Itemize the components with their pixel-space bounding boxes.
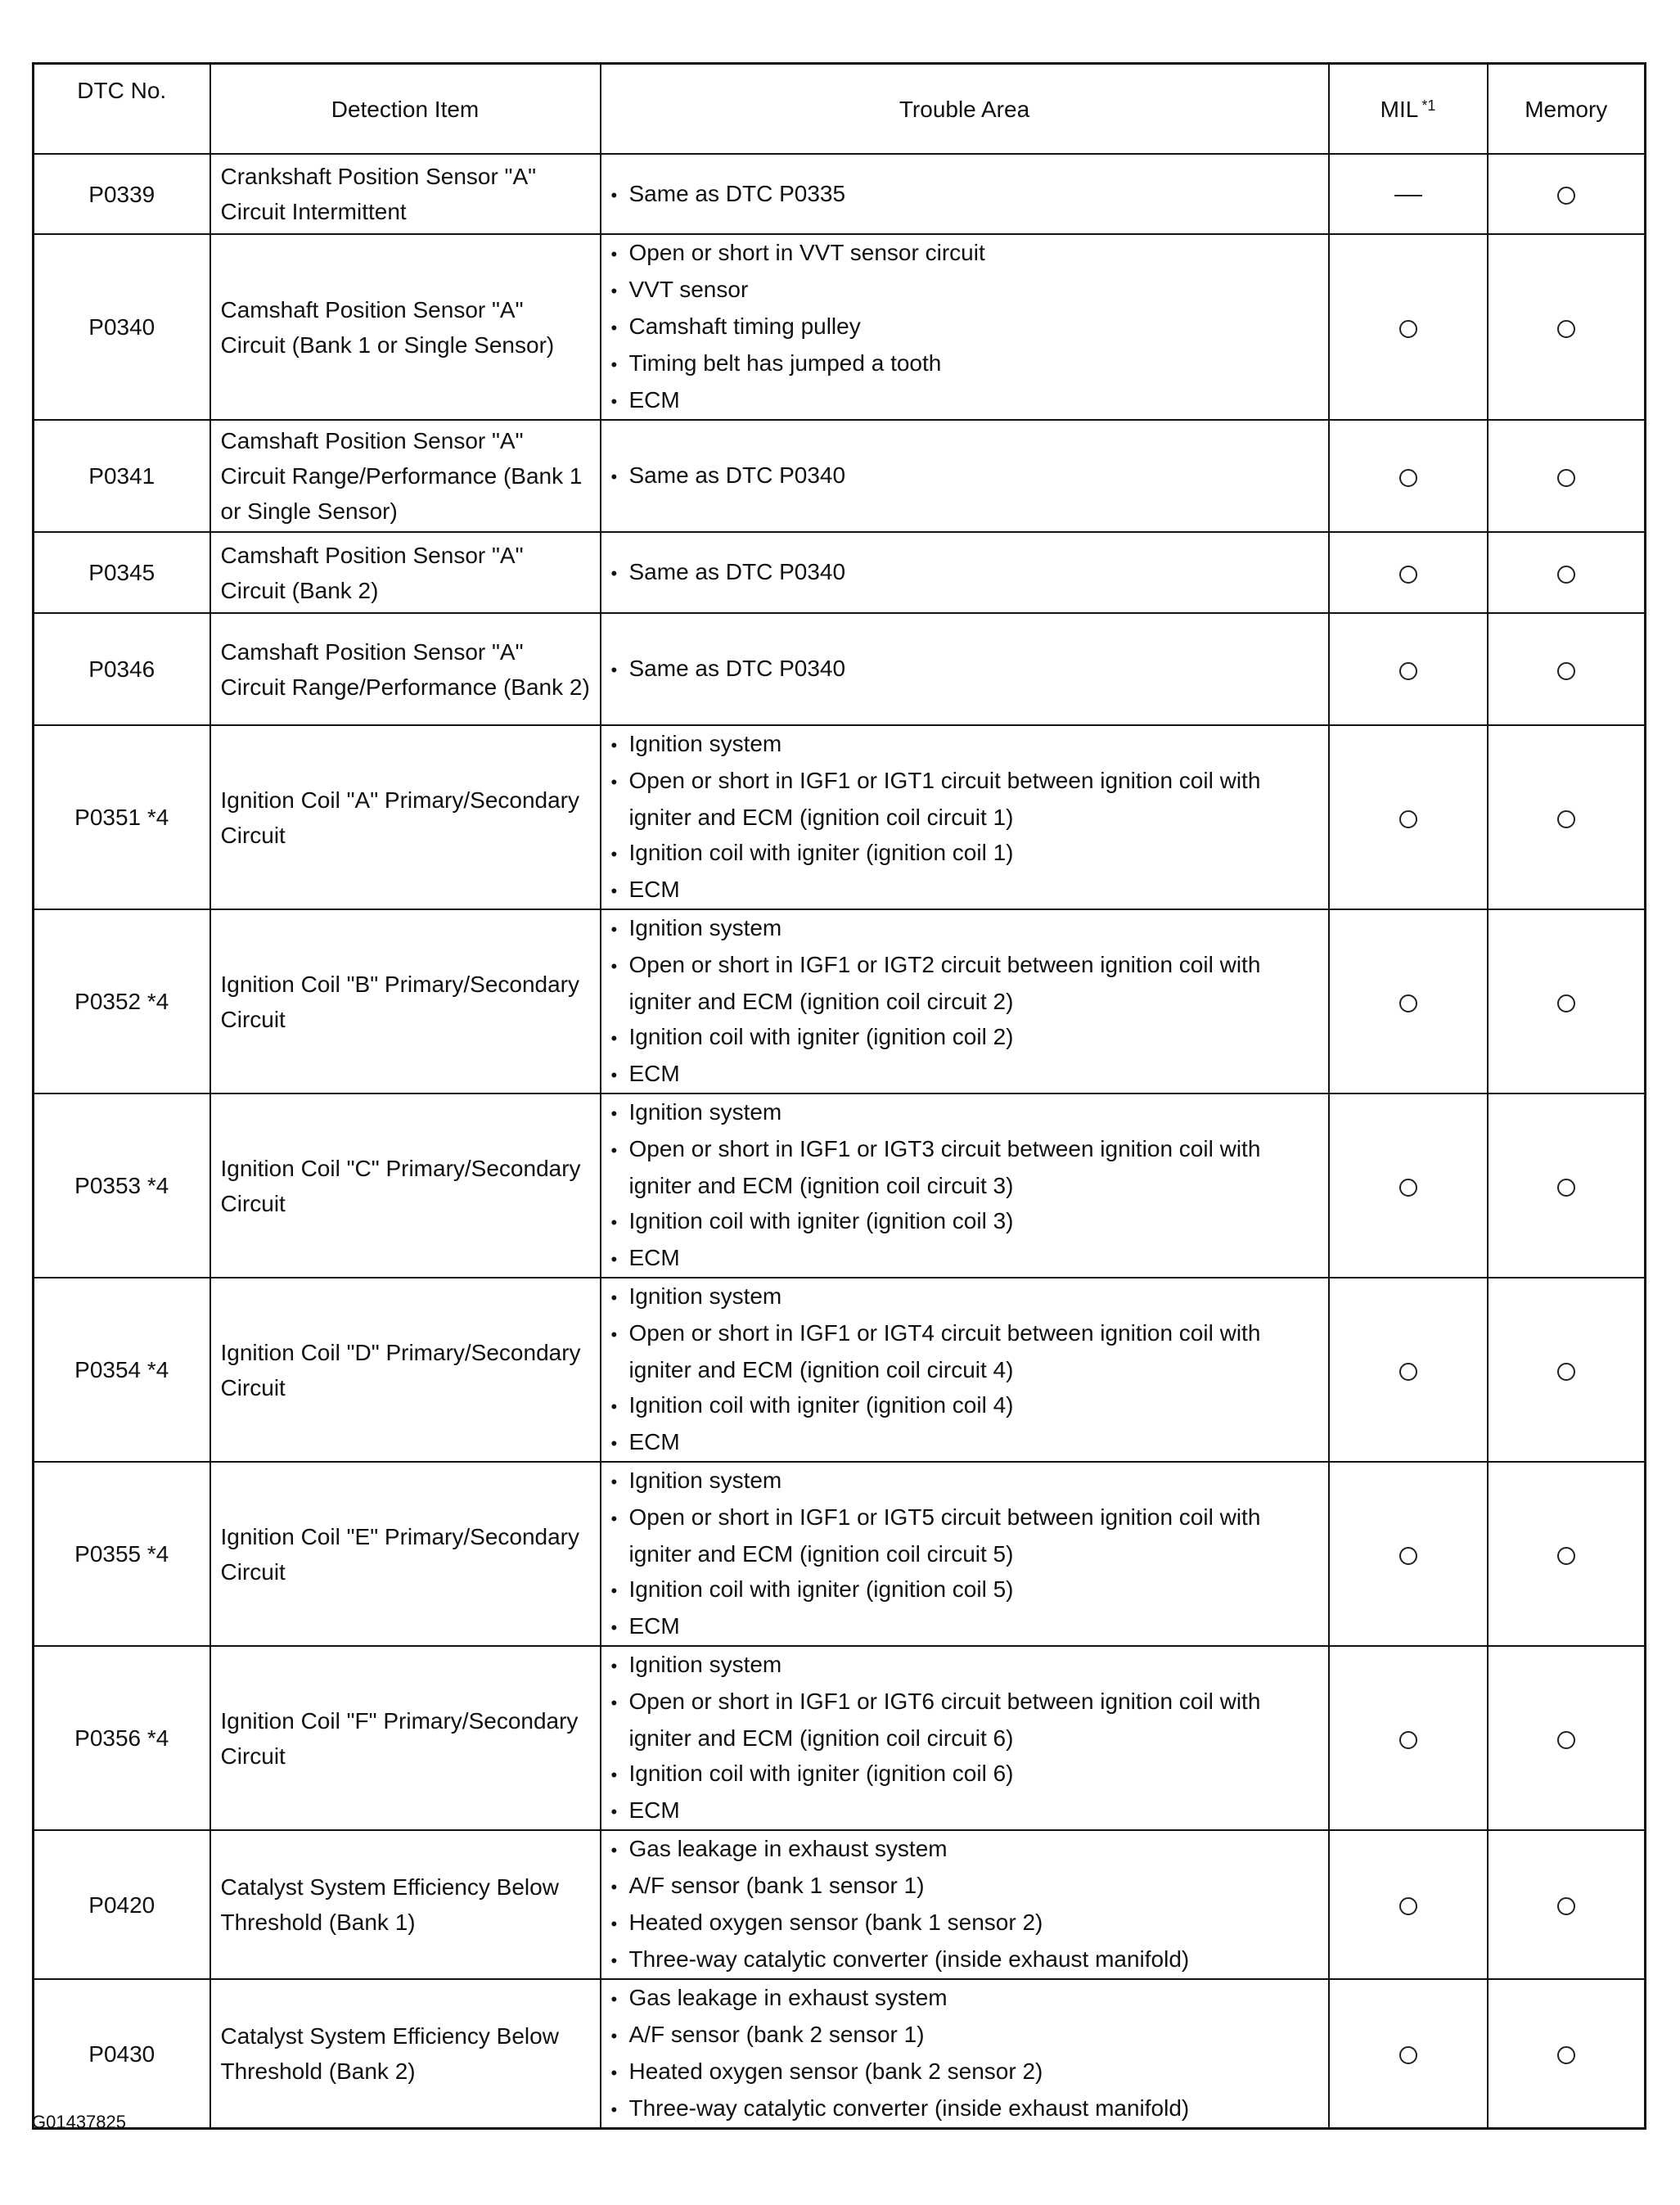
mil-circle-icon (1399, 320, 1417, 338)
dtc-code: P0341 (34, 420, 210, 532)
bullet-icon: • (610, 1580, 618, 1601)
bullet-icon: • (610, 1028, 618, 1048)
trouble-area (601, 154, 1329, 234)
dtc-code: P0352 *4 (34, 909, 210, 1093)
trouble-item (611, 382, 1322, 419)
trouble-item-text: Open or short in IGF1 or IGT5 circuit between ignition coil with igniter and ECM (ignition coil circuit 5) (628, 1504, 1261, 1567)
trouble-area (601, 532, 1329, 613)
memory-cell (1488, 1278, 1646, 1462)
memory-circle-icon (1557, 994, 1575, 1012)
bullet-icon: • (610, 1103, 618, 1124)
mil-cell (1329, 1093, 1488, 1278)
trouble-item-text: Ignition coil with igniter (ignition coil 3) (628, 1208, 1014, 1233)
memory-circle-icon (1557, 810, 1575, 828)
bullet-icon: • (610, 1065, 618, 1085)
bullet-icon: • (610, 881, 618, 901)
bullet-icon: • (610, 1950, 618, 1971)
header-mil (1329, 64, 1488, 155)
trouble-area (601, 909, 1329, 1093)
header-dtc-no: DTC No. (34, 64, 210, 155)
mil-circle-icon (1399, 2046, 1417, 2064)
dtc-code: P0420 (34, 1830, 210, 1979)
table-row (34, 1093, 1646, 1278)
header-row (34, 64, 1646, 155)
trouble-item (611, 1684, 1322, 1756)
trouble-item-text: Open or short in IGF1 or IGT1 circuit between ignition coil with igniter and ECM (ignition coil circuit 1) (628, 768, 1261, 830)
trouble-item-text: Ignition coil with igniter (ignition coil 5) (628, 1576, 1014, 1602)
trouble-item (611, 835, 1322, 872)
trouble-item-text: A/F sensor (bank 1 sensor 1) (628, 1873, 925, 1898)
trouble-item (611, 345, 1322, 382)
trouble-item-text: Ignition coil with igniter (ignition coil 2) (628, 1024, 1014, 1049)
trouble-item (611, 763, 1322, 835)
table-row (34, 1646, 1646, 1830)
trouble-area (601, 420, 1329, 532)
detection-item: Ignition Coil "D" Primary/Secondary Circuit (210, 1278, 601, 1462)
trouble-item (611, 1240, 1322, 1277)
dtc-code: P0356 *4 (34, 1646, 210, 1830)
table-row (34, 1278, 1646, 1462)
bullet-icon: • (610, 1396, 618, 1417)
header-detection-item: Detection Item (210, 64, 601, 155)
dtc-table (32, 62, 1646, 2130)
trouble-area (601, 1646, 1329, 1830)
mil-cell (1329, 1278, 1488, 1462)
mil-cell (1329, 532, 1488, 613)
trouble-item (611, 1131, 1322, 1203)
bullet-icon: • (610, 956, 618, 976)
bullet-icon: • (610, 735, 618, 755)
trouble-item (611, 2054, 1322, 2090)
trouble-item-text: Ignition system (628, 1468, 782, 1493)
trouble-item-text: ECM (628, 1245, 680, 1270)
mil-circle-icon (1399, 1363, 1417, 1381)
detection-item: Camshaft Position Sensor "A" Circuit Range/Performance (Bank 1 or Single Sensor) (210, 420, 601, 532)
trouble-item-text: Gas leakage in exhaust system (628, 1985, 948, 2010)
bullet-icon: • (610, 1508, 618, 1529)
memory-circle-icon (1557, 1897, 1575, 1915)
table-row (34, 420, 1646, 532)
memory-cell (1488, 420, 1646, 532)
trouble-area (601, 613, 1329, 725)
trouble-item-text: ECM (628, 1061, 680, 1086)
mil-circle-icon (1399, 1731, 1417, 1749)
detection-item: Ignition Coil "A" Primary/Secondary Circuit (210, 725, 601, 909)
trouble-item-text: Open or short in IGF1 or IGT4 circuit between ignition coil with igniter and ECM (ignition coil circuit 4) (628, 1320, 1261, 1382)
trouble-item (611, 1941, 1322, 1978)
header-memory: Memory (1488, 64, 1646, 155)
trouble-item-text: ECM (628, 1797, 680, 1823)
detection-item: Crankshaft Position Sensor "A" Circuit Intermittent (210, 154, 601, 234)
trouble-item-text: Ignition system (628, 1099, 782, 1125)
bullet-icon: • (610, 1324, 618, 1345)
bullet-icon: • (610, 1840, 618, 1860)
trouble-item (611, 1831, 1322, 1868)
trouble-item (611, 2017, 1322, 2054)
bullet-icon: • (610, 184, 618, 205)
trouble-item (611, 726, 1322, 763)
bullet-icon: • (610, 1877, 618, 1897)
trouble-item-text: Open or short in VVT sensor circuit (628, 240, 985, 265)
mil-cell (1329, 1646, 1488, 1830)
trouble-item (611, 1905, 1322, 1941)
trouble-item-text: Heated oxygen sensor (bank 2 sensor 2) (628, 2058, 1043, 2084)
dtc-code: P0346 (34, 613, 210, 725)
mil-cell (1329, 613, 1488, 725)
memory-cell (1488, 1093, 1646, 1278)
bullet-icon: • (610, 2063, 618, 2083)
dtc-code: P0351 *4 (34, 725, 210, 909)
bullet-icon: • (610, 772, 618, 792)
memory-circle-icon (1557, 187, 1575, 205)
trouble-item (611, 1424, 1322, 1461)
memory-cell (1488, 1462, 1646, 1646)
trouble-item (611, 1203, 1322, 1240)
trouble-item (611, 272, 1322, 309)
mil-circle-icon (1399, 1897, 1417, 1915)
trouble-item-text: Timing belt has jumped a tooth (628, 350, 942, 376)
dtc-code: P0339 (34, 154, 210, 234)
trouble-item (611, 1019, 1322, 1056)
trouble-item (611, 176, 1322, 213)
mil-dash-icon (1394, 195, 1422, 196)
trouble-item (611, 1094, 1322, 1131)
trouble-item (611, 458, 1322, 494)
trouble-area (601, 1278, 1329, 1462)
dtc-code: P0355 *4 (34, 1462, 210, 1646)
trouble-item (611, 1868, 1322, 1905)
trouble-item (611, 1463, 1322, 1499)
table-row (34, 1462, 1646, 1646)
detection-item: Catalyst System Efficiency Below Threshold (Bank 2) (210, 1979, 601, 2129)
trouble-item-text: ECM (628, 1613, 680, 1639)
memory-cell (1488, 1830, 1646, 1979)
trouble-item (611, 651, 1322, 688)
trouble-item (611, 1608, 1322, 1645)
mil-cell (1329, 1979, 1488, 2129)
detection-item: Ignition Coil "B" Primary/Secondary Circuit (210, 909, 601, 1093)
trouble-area (601, 725, 1329, 909)
mil-cell (1329, 1830, 1488, 1979)
table-row (34, 234, 1646, 420)
trouble-item (611, 1792, 1322, 1829)
trouble-item (611, 1056, 1322, 1093)
bullet-icon: • (610, 844, 618, 864)
trouble-area (601, 1462, 1329, 1646)
table-row (34, 1979, 1646, 2129)
dtc-table-body (34, 154, 1646, 2129)
trouble-area (601, 234, 1329, 420)
bullet-icon: • (610, 354, 618, 375)
trouble-item-text: Three-way catalytic converter (inside exhaust manifold) (628, 1946, 1190, 1972)
trouble-item-text: Same as DTC P0340 (628, 462, 846, 488)
memory-cell (1488, 725, 1646, 909)
bullet-icon: • (610, 660, 618, 680)
mil-cell (1329, 1462, 1488, 1646)
header-mil-label: MIL (1380, 96, 1419, 122)
bullet-icon: • (610, 563, 618, 584)
table-row (34, 909, 1646, 1093)
bullet-icon: • (610, 281, 618, 301)
trouble-item (611, 872, 1322, 909)
memory-cell (1488, 154, 1646, 234)
table-row (34, 154, 1646, 234)
trouble-area (601, 1979, 1329, 2129)
bullet-icon: • (610, 1801, 618, 1822)
memory-cell (1488, 1646, 1646, 1830)
memory-cell (1488, 532, 1646, 613)
trouble-item-text: VVT sensor (628, 277, 749, 302)
memory-circle-icon (1557, 1731, 1575, 1749)
trouble-item (611, 1647, 1322, 1684)
trouble-item (611, 1571, 1322, 1608)
trouble-item-text: Ignition system (628, 915, 782, 940)
trouble-item-text: Ignition coil with igniter (ignition coil 4) (628, 1392, 1014, 1418)
memory-cell (1488, 234, 1646, 420)
mil-circle-icon (1399, 469, 1417, 487)
trouble-item-text: Ignition system (628, 731, 782, 756)
detection-item: Camshaft Position Sensor "A" Circuit (Bank 1 or Single Sensor) (210, 234, 601, 420)
table-row (34, 613, 1646, 725)
trouble-item-text: Same as DTC P0340 (628, 559, 846, 584)
trouble-item-text: Ignition coil with igniter (ignition coil 1) (628, 840, 1014, 865)
trouble-item-text: Open or short in IGF1 or IGT2 circuit between ignition coil with igniter and ECM (ignition coil circuit 2) (628, 952, 1261, 1014)
trouble-area (601, 1093, 1329, 1278)
trouble-item-text: Camshaft timing pulley (628, 313, 861, 339)
trouble-item-text: Same as DTC P0340 (628, 656, 846, 681)
trouble-item-text: ECM (628, 387, 680, 413)
memory-circle-icon (1557, 1547, 1575, 1565)
header-mil-note: *1 (1421, 97, 1436, 114)
memory-cell (1488, 613, 1646, 725)
mil-circle-icon (1399, 662, 1417, 680)
trouble-item-text: Gas leakage in exhaust system (628, 1836, 948, 1861)
trouble-item-text: Ignition system (628, 1652, 782, 1677)
detection-item: Ignition Coil "F" Primary/Secondary Circuit (210, 1646, 601, 1830)
bullet-icon: • (610, 1212, 618, 1233)
trouble-item-text: A/F sensor (bank 2 sensor 1) (628, 2022, 925, 2047)
trouble-item (611, 235, 1322, 272)
trouble-item (611, 1387, 1322, 1424)
trouble-item-text: ECM (628, 877, 680, 902)
mil-circle-icon (1399, 810, 1417, 828)
bullet-icon: • (610, 1472, 618, 1492)
trouble-item (611, 1980, 1322, 2017)
trouble-item-text: Open or short in IGF1 or IGT6 circuit between ignition coil with igniter and ECM (ignition coil circuit 6) (628, 1689, 1261, 1751)
bullet-icon: • (610, 2026, 618, 2046)
mil-circle-icon (1399, 566, 1417, 584)
memory-circle-icon (1557, 662, 1575, 680)
bullet-icon: • (610, 1989, 618, 2009)
mil-cell (1329, 420, 1488, 532)
memory-circle-icon (1557, 566, 1575, 584)
trouble-item (611, 1315, 1322, 1387)
trouble-item-text: Same as DTC P0335 (628, 180, 846, 206)
trouble-item (611, 947, 1322, 1019)
dtc-code: P0354 *4 (34, 1278, 210, 1462)
trouble-item (611, 910, 1322, 947)
memory-cell (1488, 1979, 1646, 2129)
mil-cell (1329, 909, 1488, 1093)
mil-cell (1329, 725, 1488, 909)
trouble-item-text: Ignition system (628, 1283, 782, 1309)
detection-item: Catalyst System Efficiency Below Threshold (Bank 1) (210, 1830, 601, 1979)
trouble-item-text: Heated oxygen sensor (bank 1 sensor 2) (628, 1910, 1043, 1935)
bullet-icon: • (610, 1765, 618, 1785)
dtc-code: P0345 (34, 532, 210, 613)
memory-circle-icon (1557, 1363, 1575, 1381)
bullet-icon: • (610, 1693, 618, 1713)
bullet-icon: • (610, 1656, 618, 1676)
mil-circle-icon (1399, 1547, 1417, 1565)
bullet-icon: • (610, 1433, 618, 1454)
bullet-icon: • (610, 467, 618, 487)
memory-circle-icon (1557, 469, 1575, 487)
detection-item: Ignition Coil "E" Primary/Secondary Circuit (210, 1462, 601, 1646)
bullet-icon: • (610, 318, 618, 338)
figure-id: G01437825 (32, 2112, 126, 2132)
memory-circle-icon (1557, 1179, 1575, 1197)
trouble-item (611, 1756, 1322, 1792)
detection-item: Camshaft Position Sensor "A" Circuit Range/Performance (Bank 2) (210, 613, 601, 725)
memory-circle-icon (1557, 320, 1575, 338)
trouble-item (611, 2090, 1322, 2127)
bullet-icon: • (610, 1140, 618, 1161)
trouble-item-text: Open or short in IGF1 or IGT3 circuit between ignition coil with igniter and ECM (ignition coil circuit 3) (628, 1136, 1261, 1198)
memory-circle-icon (1557, 2046, 1575, 2064)
bullet-icon: • (610, 1287, 618, 1308)
bullet-icon: • (610, 391, 618, 412)
bullet-icon: • (610, 1914, 618, 1934)
bullet-icon: • (610, 2099, 618, 2120)
detection-item: Ignition Coil "C" Primary/Secondary Circuit (210, 1093, 601, 1278)
memory-cell (1488, 909, 1646, 1093)
header-trouble-area: Trouble Area (601, 64, 1329, 155)
trouble-item-text: Ignition coil with igniter (ignition coil 6) (628, 1761, 1014, 1786)
table-row (34, 532, 1646, 613)
mil-cell (1329, 234, 1488, 420)
trouble-area (601, 1830, 1329, 1979)
trouble-item (611, 1499, 1322, 1571)
mil-circle-icon (1399, 1179, 1417, 1197)
bullet-icon: • (610, 244, 618, 264)
detection-item: Camshaft Position Sensor "A" Circuit (Bank 2) (210, 532, 601, 613)
table-row (34, 725, 1646, 909)
mil-cell (1329, 154, 1488, 234)
trouble-item-text: ECM (628, 1429, 680, 1454)
bullet-icon: • (610, 1617, 618, 1638)
dtc-code: P0353 *4 (34, 1093, 210, 1278)
bullet-icon: • (610, 919, 618, 940)
dtc-code: P0430 (34, 1979, 210, 2129)
trouble-item (611, 554, 1322, 591)
bullet-icon: • (610, 1249, 618, 1269)
trouble-item (611, 1278, 1322, 1315)
dtc-code: P0340 (34, 234, 210, 420)
mil-circle-icon (1399, 994, 1417, 1012)
trouble-item-text: Three-way catalytic converter (inside exhaust manifold) (628, 2095, 1190, 2121)
trouble-item (611, 309, 1322, 345)
table-row (34, 1830, 1646, 1979)
